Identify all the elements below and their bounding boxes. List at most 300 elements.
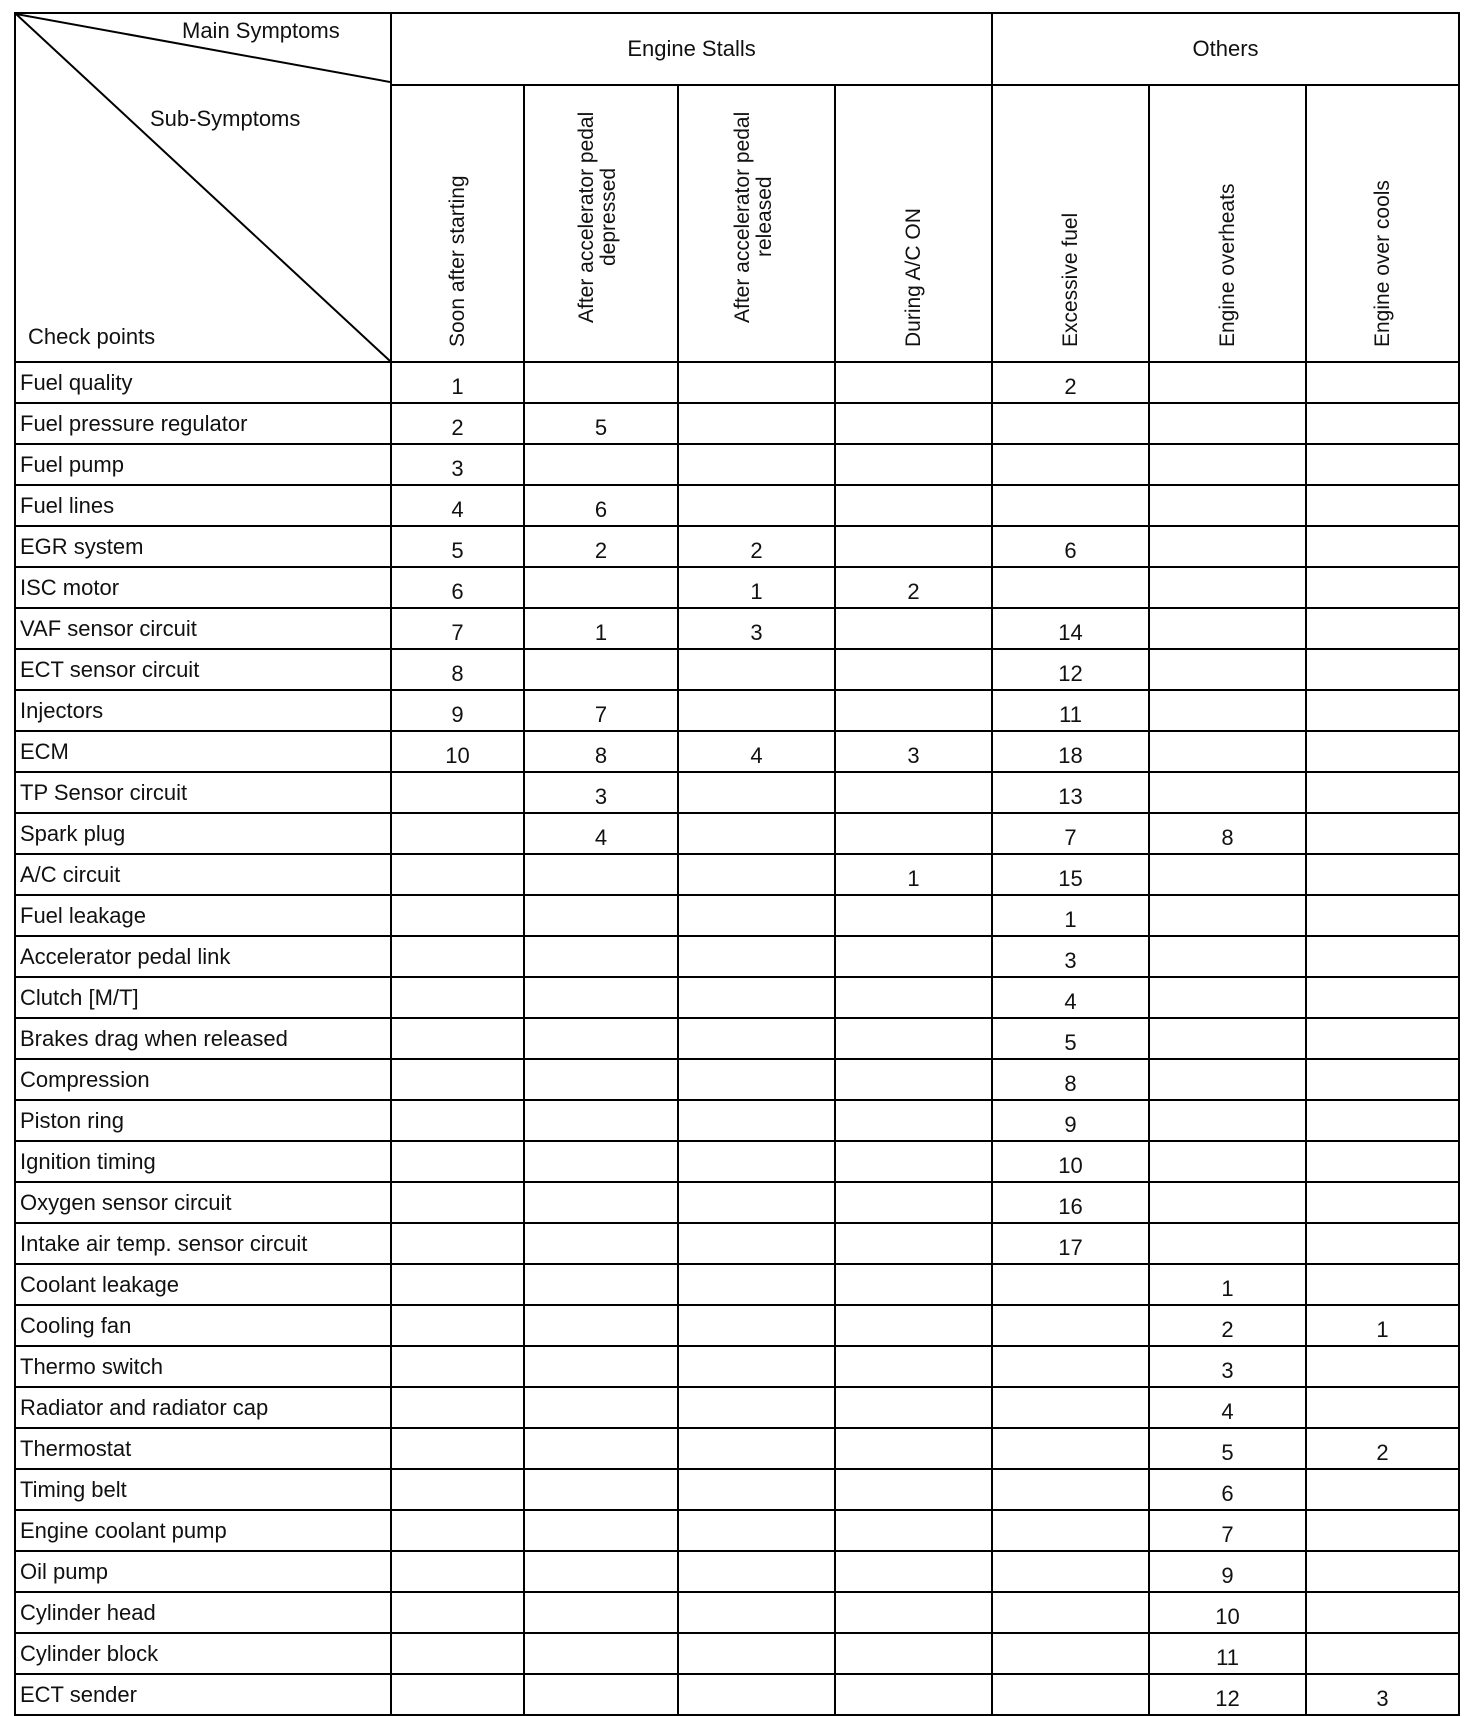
- table-row: [15, 1100, 1459, 1141]
- priority-cell: 7: [391, 608, 524, 649]
- table-row: [15, 977, 1459, 1018]
- priority-cell: 6: [391, 567, 524, 608]
- priority-cell: [524, 1100, 678, 1141]
- check-point-name: Brakes drag when released: [15, 1018, 391, 1059]
- priority-cell: [391, 772, 524, 813]
- priority-cell: [1306, 1264, 1459, 1305]
- table-row: [15, 608, 1459, 649]
- column-header: [678, 85, 835, 362]
- priority-cell: 3: [1306, 1674, 1459, 1715]
- priority-cell: [391, 1469, 524, 1510]
- priority-cell: [391, 977, 524, 1018]
- priority-cell: [391, 1387, 524, 1428]
- check-point-name: Thermostat: [15, 1428, 391, 1469]
- priority-cell: [992, 1305, 1149, 1346]
- check-point-name: Fuel pressure regulator: [15, 403, 391, 444]
- priority-cell: [524, 1264, 678, 1305]
- priority-cell: [835, 526, 992, 567]
- priority-cell: [1306, 813, 1459, 854]
- priority-cell: [835, 485, 992, 526]
- priority-cell: [391, 1141, 524, 1182]
- priority-cell: [1306, 977, 1459, 1018]
- table-row: [15, 1059, 1459, 1100]
- priority-cell: 6: [524, 485, 678, 526]
- table-row: [15, 1428, 1459, 1469]
- priority-cell: 2: [835, 567, 992, 608]
- priority-cell: [524, 1305, 678, 1346]
- table-row: [15, 1510, 1459, 1551]
- priority-cell: [678, 1551, 835, 1592]
- priority-cell: [524, 1633, 678, 1674]
- priority-cell: 12: [992, 649, 1149, 690]
- priority-cell: [524, 1141, 678, 1182]
- priority-cell: 8: [524, 731, 678, 772]
- priority-cell: [391, 1059, 524, 1100]
- priority-cell: [391, 813, 524, 854]
- priority-cell: [524, 1387, 678, 1428]
- priority-cell: 17: [992, 1223, 1149, 1264]
- check-point-name: Clutch [M/T]: [15, 977, 391, 1018]
- priority-cell: [835, 1141, 992, 1182]
- priority-cell: [992, 1592, 1149, 1633]
- priority-cell: [1306, 895, 1459, 936]
- priority-cell: [678, 1223, 835, 1264]
- priority-cell: [1306, 1018, 1459, 1059]
- table-row: [15, 854, 1459, 895]
- table-row: [15, 403, 1459, 444]
- corner-diagonals: [16, 14, 390, 361]
- priority-cell: [678, 1141, 835, 1182]
- priority-cell: [835, 895, 992, 936]
- check-point-name: TP Sensor circuit: [15, 772, 391, 813]
- check-point-name: ISC motor: [15, 567, 391, 608]
- priority-cell: [992, 403, 1149, 444]
- priority-cell: [678, 362, 835, 403]
- priority-cell: [1306, 567, 1459, 608]
- priority-cell: 3: [1149, 1346, 1306, 1387]
- priority-cell: 13: [992, 772, 1149, 813]
- priority-cell: 1: [1149, 1264, 1306, 1305]
- priority-cell: [1149, 567, 1306, 608]
- priority-cell: [1149, 936, 1306, 977]
- priority-cell: 4: [391, 485, 524, 526]
- group-others: Others: [992, 13, 1459, 85]
- priority-cell: [1149, 690, 1306, 731]
- check-point-name: Timing belt: [15, 1469, 391, 1510]
- priority-cell: [1306, 731, 1459, 772]
- check-point-name: Injectors: [15, 690, 391, 731]
- priority-cell: [524, 1059, 678, 1100]
- priority-cell: [391, 1633, 524, 1674]
- check-point-name: Coolant leakage: [15, 1264, 391, 1305]
- priority-cell: [835, 362, 992, 403]
- priority-cell: 5: [1149, 1428, 1306, 1469]
- table-row: [15, 895, 1459, 936]
- priority-cell: [678, 854, 835, 895]
- priority-cell: 7: [524, 690, 678, 731]
- check-point-name: Cylinder head: [15, 1592, 391, 1633]
- column-header: [391, 85, 524, 362]
- priority-cell: 8: [1149, 813, 1306, 854]
- check-point-name: VAF sensor circuit: [15, 608, 391, 649]
- column-label: After accelerator pedal released: [730, 111, 776, 323]
- priority-cell: [835, 608, 992, 649]
- table-header: [15, 13, 1459, 362]
- priority-cell: 6: [1149, 1469, 1306, 1510]
- priority-cell: [1306, 362, 1459, 403]
- priority-cell: [992, 567, 1149, 608]
- priority-cell: [678, 895, 835, 936]
- priority-cell: 1: [391, 362, 524, 403]
- priority-cell: [1306, 1510, 1459, 1551]
- check-point-name: Radiator and radiator cap: [15, 1387, 391, 1428]
- priority-cell: [1306, 649, 1459, 690]
- priority-cell: [992, 1510, 1149, 1551]
- priority-cell: 8: [391, 649, 524, 690]
- check-point-name: Ignition timing: [15, 1141, 391, 1182]
- priority-cell: [1149, 854, 1306, 895]
- priority-cell: [391, 1018, 524, 1059]
- priority-cell: [391, 1264, 524, 1305]
- priority-cell: [678, 1182, 835, 1223]
- priority-cell: [524, 1592, 678, 1633]
- table-row: [15, 1018, 1459, 1059]
- priority-cell: 2: [391, 403, 524, 444]
- check-point-name: A/C circuit: [15, 854, 391, 895]
- table-row: [15, 1346, 1459, 1387]
- priority-cell: [524, 362, 678, 403]
- priority-cell: [835, 444, 992, 485]
- priority-cell: [678, 772, 835, 813]
- priority-cell: [835, 1592, 992, 1633]
- check-point-name: Fuel quality: [15, 362, 391, 403]
- table-row: [15, 444, 1459, 485]
- priority-cell: [1149, 895, 1306, 936]
- priority-cell: [678, 444, 835, 485]
- priority-cell: [391, 1674, 524, 1715]
- priority-cell: 4: [992, 977, 1149, 1018]
- priority-cell: 11: [992, 690, 1149, 731]
- priority-cell: [391, 1305, 524, 1346]
- priority-cell: [678, 1018, 835, 1059]
- priority-cell: 15: [992, 854, 1149, 895]
- priority-cell: [1149, 608, 1306, 649]
- priority-cell: [678, 1387, 835, 1428]
- column-header: [835, 85, 992, 362]
- priority-cell: 6: [992, 526, 1149, 567]
- priority-cell: [1306, 772, 1459, 813]
- check-point-name: Oil pump: [15, 1551, 391, 1592]
- priority-cell: 4: [524, 813, 678, 854]
- symptom-table: [14, 12, 1460, 1716]
- priority-cell: [1149, 772, 1306, 813]
- priority-cell: [1149, 1018, 1306, 1059]
- check-point-name: Fuel leakage: [15, 895, 391, 936]
- priority-cell: [1149, 1141, 1306, 1182]
- table-row: [15, 526, 1459, 567]
- main-symptoms-label: Main Symptoms: [182, 18, 340, 43]
- priority-cell: [678, 690, 835, 731]
- table-row: [15, 362, 1459, 403]
- table-row: [15, 1592, 1459, 1633]
- priority-cell: [992, 1387, 1149, 1428]
- priority-cell: [391, 1182, 524, 1223]
- priority-cell: [992, 444, 1149, 485]
- priority-cell: [835, 1469, 992, 1510]
- priority-cell: [524, 854, 678, 895]
- priority-cell: [1306, 1346, 1459, 1387]
- check-point-name: Cooling fan: [15, 1305, 391, 1346]
- priority-cell: [524, 649, 678, 690]
- column-label: During A/C ON: [901, 208, 925, 347]
- priority-cell: 1: [678, 567, 835, 608]
- priority-cell: [524, 444, 678, 485]
- table-row: [15, 1551, 1459, 1592]
- corner-header: [15, 13, 391, 362]
- priority-cell: [1149, 977, 1306, 1018]
- check-point-name: Cylinder block: [15, 1633, 391, 1674]
- priority-cell: [1306, 1182, 1459, 1223]
- priority-cell: [524, 1674, 678, 1715]
- priority-cell: 2: [678, 526, 835, 567]
- priority-cell: [524, 1551, 678, 1592]
- priority-cell: [1149, 1223, 1306, 1264]
- priority-cell: [391, 1346, 524, 1387]
- priority-cell: [835, 1059, 992, 1100]
- table-row: [15, 936, 1459, 977]
- group-engine-stalls: Engine Stalls: [391, 13, 992, 85]
- priority-cell: [524, 1182, 678, 1223]
- table-row: [15, 1264, 1459, 1305]
- priority-cell: [1306, 1633, 1459, 1674]
- priority-cell: [391, 1223, 524, 1264]
- check-point-name: Accelerator pedal link: [15, 936, 391, 977]
- priority-cell: [1149, 362, 1306, 403]
- priority-cell: [524, 977, 678, 1018]
- column-header: [992, 85, 1149, 362]
- table-row: [15, 813, 1459, 854]
- priority-cell: [835, 403, 992, 444]
- priority-cell: [835, 1018, 992, 1059]
- priority-cell: [835, 977, 992, 1018]
- priority-cell: [835, 1633, 992, 1674]
- priority-cell: [835, 813, 992, 854]
- priority-cell: [524, 1223, 678, 1264]
- priority-cell: [678, 1592, 835, 1633]
- priority-cell: [1306, 936, 1459, 977]
- priority-cell: [835, 1100, 992, 1141]
- priority-cell: [1306, 526, 1459, 567]
- priority-cell: 10: [1149, 1592, 1306, 1633]
- priority-cell: [992, 1264, 1149, 1305]
- table-row: [15, 567, 1459, 608]
- priority-cell: [1149, 1182, 1306, 1223]
- priority-cell: [678, 1674, 835, 1715]
- priority-cell: 16: [992, 1182, 1149, 1223]
- priority-cell: [1149, 444, 1306, 485]
- check-point-name: ECM: [15, 731, 391, 772]
- priority-cell: [391, 1428, 524, 1469]
- check-point-name: Oxygen sensor circuit: [15, 1182, 391, 1223]
- priority-cell: [1306, 1100, 1459, 1141]
- check-point-name: Thermo switch: [15, 1346, 391, 1387]
- priority-cell: [835, 1551, 992, 1592]
- priority-cell: [678, 1469, 835, 1510]
- priority-cell: [391, 854, 524, 895]
- priority-cell: [391, 1510, 524, 1551]
- table-row: [15, 1182, 1459, 1223]
- priority-cell: 1: [992, 895, 1149, 936]
- column-label: After accelerator pedal depressed: [575, 111, 620, 323]
- priority-cell: [1306, 1592, 1459, 1633]
- sub-symptoms-label: Sub-Symptoms: [150, 106, 301, 131]
- check-point-name: EGR system: [15, 526, 391, 567]
- priority-cell: [524, 936, 678, 977]
- table-row: [15, 1633, 1459, 1674]
- table-row: [15, 731, 1459, 772]
- table-row: [15, 1469, 1459, 1510]
- table-row: [15, 1141, 1459, 1182]
- column-header: [1149, 85, 1306, 362]
- check-point-name: Piston ring: [15, 1100, 391, 1141]
- check-point-name: Compression: [15, 1059, 391, 1100]
- priority-cell: [678, 403, 835, 444]
- priority-cell: 5: [992, 1018, 1149, 1059]
- priority-cell: 12: [1149, 1674, 1306, 1715]
- check-point-name: ECT sensor circuit: [15, 649, 391, 690]
- priority-cell: [391, 936, 524, 977]
- priority-cell: [678, 1100, 835, 1141]
- column-header: [1306, 85, 1459, 362]
- priority-cell: [678, 977, 835, 1018]
- priority-cell: [992, 1674, 1149, 1715]
- priority-cell: 2: [992, 362, 1149, 403]
- table-row: [15, 649, 1459, 690]
- priority-cell: [1306, 608, 1459, 649]
- priority-cell: [678, 485, 835, 526]
- check-points-label: Check points: [28, 324, 156, 349]
- priority-cell: 4: [678, 731, 835, 772]
- priority-cell: [524, 1510, 678, 1551]
- priority-cell: [835, 1510, 992, 1551]
- priority-cell: 2: [1306, 1428, 1459, 1469]
- priority-cell: [678, 1264, 835, 1305]
- table-row: [15, 1387, 1459, 1428]
- column-label: Excessive fuel: [1058, 212, 1082, 347]
- priority-cell: 8: [992, 1059, 1149, 1100]
- priority-cell: [1306, 1469, 1459, 1510]
- priority-cell: [678, 1346, 835, 1387]
- priority-cell: 1: [1306, 1305, 1459, 1346]
- check-point-name: Fuel pump: [15, 444, 391, 485]
- check-point-name: ECT sender: [15, 1674, 391, 1715]
- priority-cell: 9: [391, 690, 524, 731]
- priority-cell: [524, 1018, 678, 1059]
- check-point-name: Intake air temp. sensor circuit: [15, 1223, 391, 1264]
- priority-cell: 5: [524, 403, 678, 444]
- priority-cell: [1149, 526, 1306, 567]
- priority-cell: [992, 1428, 1149, 1469]
- priority-cell: [835, 1182, 992, 1223]
- priority-cell: 5: [391, 526, 524, 567]
- priority-cell: [1306, 1551, 1459, 1592]
- column-label: Engine over cools: [1370, 180, 1394, 347]
- priority-cell: [678, 1305, 835, 1346]
- priority-cell: [1149, 485, 1306, 526]
- priority-cell: [678, 649, 835, 690]
- priority-cell: [1306, 1059, 1459, 1100]
- priority-cell: 7: [992, 813, 1149, 854]
- table-row: [15, 1305, 1459, 1346]
- priority-cell: 1: [835, 854, 992, 895]
- priority-cell: [835, 1264, 992, 1305]
- priority-cell: [1149, 403, 1306, 444]
- priority-cell: [1306, 444, 1459, 485]
- priority-cell: [524, 1469, 678, 1510]
- priority-cell: [1306, 854, 1459, 895]
- check-point-name: Engine coolant pump: [15, 1510, 391, 1551]
- priority-cell: 9: [992, 1100, 1149, 1141]
- priority-cell: 1: [524, 608, 678, 649]
- priority-cell: 3: [678, 608, 835, 649]
- priority-cell: [391, 1100, 524, 1141]
- priority-cell: [992, 1551, 1149, 1592]
- table-row: [15, 772, 1459, 813]
- check-point-name: Fuel lines: [15, 485, 391, 526]
- priority-cell: [835, 1305, 992, 1346]
- table-row: [15, 1223, 1459, 1264]
- priority-cell: [992, 1469, 1149, 1510]
- priority-cell: [835, 1428, 992, 1469]
- priority-cell: [835, 1223, 992, 1264]
- priority-cell: 18: [992, 731, 1149, 772]
- priority-cell: [1306, 485, 1459, 526]
- priority-cell: [835, 936, 992, 977]
- priority-cell: [835, 649, 992, 690]
- priority-cell: 10: [391, 731, 524, 772]
- priority-cell: [992, 1633, 1149, 1674]
- table-row: [15, 690, 1459, 731]
- priority-cell: 3: [391, 444, 524, 485]
- priority-cell: 3: [835, 731, 992, 772]
- column-header: [524, 85, 678, 362]
- priority-cell: [1306, 403, 1459, 444]
- priority-cell: [678, 1059, 835, 1100]
- priority-cell: 2: [524, 526, 678, 567]
- priority-cell: [524, 1428, 678, 1469]
- priority-cell: [391, 1551, 524, 1592]
- column-label: Soon after starting: [445, 175, 469, 347]
- priority-cell: [1306, 1387, 1459, 1428]
- priority-cell: [391, 895, 524, 936]
- priority-cell: [1149, 731, 1306, 772]
- priority-cell: [835, 690, 992, 731]
- priority-cell: [835, 1346, 992, 1387]
- priority-cell: [391, 1592, 524, 1633]
- priority-cell: [835, 1387, 992, 1428]
- priority-cell: [524, 895, 678, 936]
- priority-cell: [835, 1674, 992, 1715]
- priority-cell: [835, 772, 992, 813]
- priority-cell: [524, 1346, 678, 1387]
- table-row: [15, 485, 1459, 526]
- priority-cell: [524, 567, 678, 608]
- priority-cell: 3: [992, 936, 1149, 977]
- priority-cell: 7: [1149, 1510, 1306, 1551]
- priority-cell: 14: [992, 608, 1149, 649]
- priority-cell: [1306, 690, 1459, 731]
- priority-cell: [1149, 649, 1306, 690]
